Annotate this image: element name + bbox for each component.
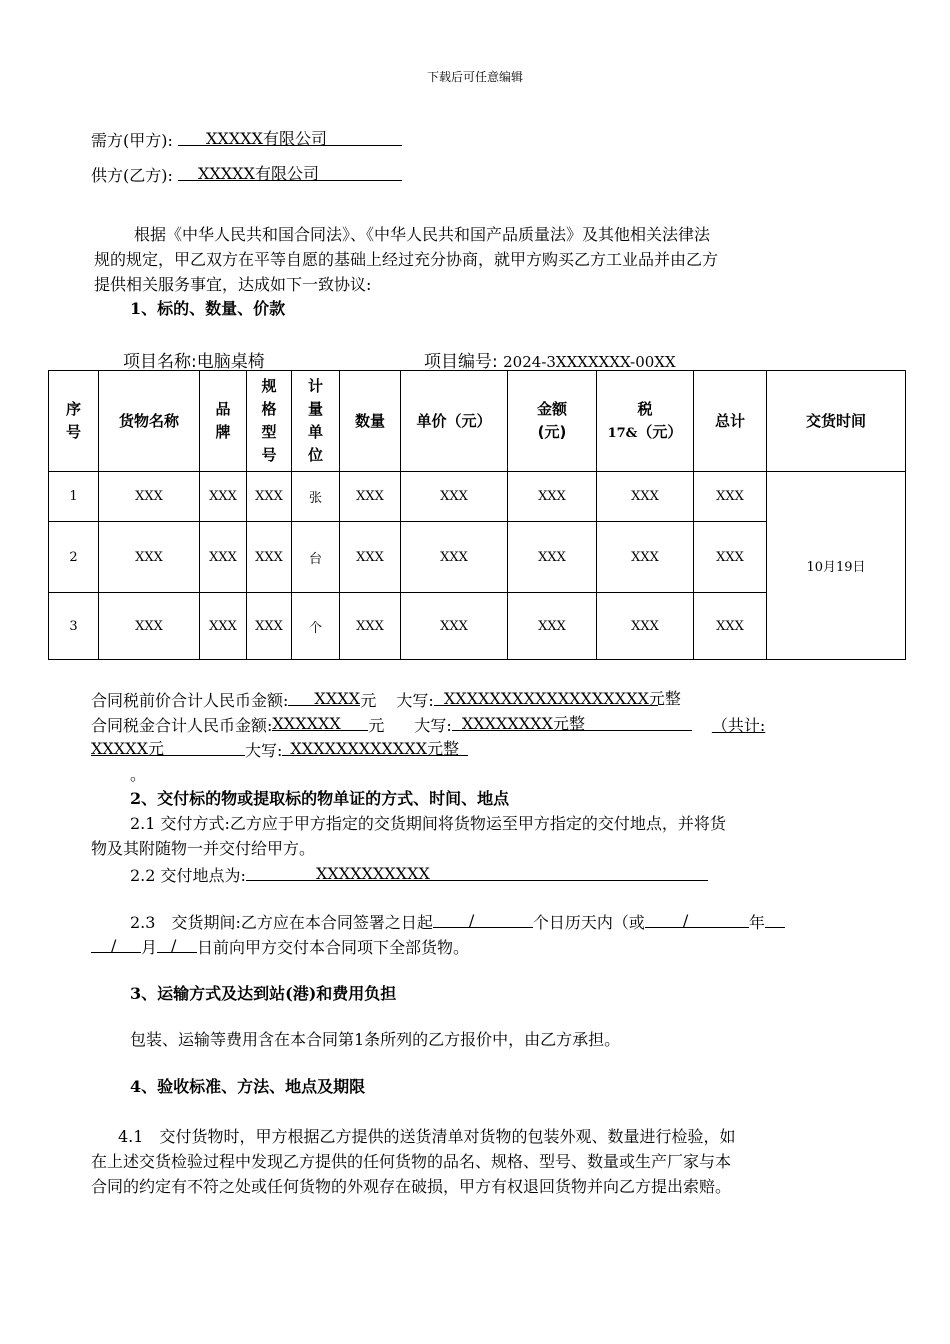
p23-text-e: 日前向甲方交付本合同项下全部货物。 [197,938,470,957]
project-name-label: 项目名称: [123,352,197,372]
header-total: 总计 [694,371,767,472]
intro-line-3: 提供相关服务事宜，达成如下一致协议: [94,275,372,294]
cell-amount: XXX [508,522,597,593]
grand-line [91,738,468,761]
pretax-caps-field[interactable] [434,688,681,708]
buyer-label: 需方(甲方): [91,131,173,150]
p23-month-field[interactable] [91,935,141,953]
p41-line-3: 合同的约定有不符之处或任何货物的外观存在破损，甲方有权退回货物并向乙方提出索赔。 [91,1177,732,1196]
project-name-line [123,347,265,372]
delivery-place-field[interactable] [246,863,708,881]
p41-line-2: 在上述交货检验过程中发现乙方提供的任何货物的品名、规格、型号、数量或生产厂家与本 [91,1152,732,1171]
header-qty: 数量 [340,371,401,472]
seller-line [91,163,402,186]
cell-unit: 台 [292,522,340,593]
cell-unit: 张 [292,472,340,522]
pretax-label: 合同税前价合计人民币金额: [91,691,289,710]
cell-delivery-date: 10月19日 [767,472,906,660]
header-unit: 计 量 单 位 [292,371,340,472]
p22-line [130,863,708,886]
cell-goods: XXX [99,522,200,593]
section-1-title: 1、标的、数量、价款 [130,299,286,318]
delivery-place-value: XXXXXXXXXX [315,864,430,883]
cell-amount: XXX [508,472,597,522]
pretax-field[interactable] [288,688,360,706]
header-spec: 规 格 型 号 [247,371,292,472]
header-delivery: 交货时间 [767,371,906,472]
p22-label: 2.2 交付地点为: [130,866,246,885]
pretax-caps-label: 大写: [396,691,434,710]
withtax-line [91,713,765,736]
cell-amount: XXX [508,593,597,660]
buyer-line [91,128,402,151]
cell-brand: XXX [200,522,247,593]
cell-qty: XXX [340,522,401,593]
cell-goods: XXX [99,472,200,522]
header-amount: 金额 (元) [508,371,597,472]
cell-seq: 1 [49,472,99,522]
project-name-value: 电脑桌椅 [196,352,265,372]
cell-price: XXX [401,472,508,522]
section-3-body: 包装、运输等费用含在本合同第1条所列的乙方报价中，由乙方承担。 [130,1030,621,1049]
withtax-caps-value: XXXXXXXX元整 [461,714,585,733]
section-3-title: 3、运输方式及达到站(港)和费用负担 [130,984,397,1003]
cell-seq: 2 [49,522,99,593]
header-goods: 货物名称 [99,371,200,472]
p21-line-1: 2.1 交付方式:乙方应于甲方指定的交货期间将货物运至甲方指定的交付地点，并将货 [130,814,726,833]
grand-caps-label: 大写: [245,741,283,760]
cell-tax: XXX [597,472,694,522]
withtax-caps-field[interactable] [452,713,692,731]
seller-value: XXXXX有限公司 [197,164,319,183]
table-header-row [49,371,906,472]
cell-brand: XXX [200,593,247,660]
buyer-field[interactable] [178,128,402,146]
p23-slash-2: / [682,911,689,930]
p23-line-1 [130,910,785,933]
p23-text-c: 年 [748,913,765,932]
pretax-caps-value: XXXXXXXXXXXXXXXXXX元整 [443,689,681,708]
cell-spec: XXX [247,593,292,660]
p23-text-a: 2.3 交货期间:乙方应在本合同签署之日起 [130,913,433,932]
totals-period: 。 [130,765,147,784]
intro-line-2: 规的规定，甲乙双方在平等自愿的基础上经过充分协商，就甲方购买乙方工业品并由乙方 [94,250,719,269]
header-note: 下载后可任意编辑 [426,70,523,84]
pretax-unit: 元 [360,691,377,710]
grand-field[interactable] [91,738,245,756]
p23-text-d: 月 [141,938,158,957]
cell-tax: XXX [597,522,694,593]
cell-unit: 个 [292,593,340,660]
header-tax: 税 17&（元） [597,371,694,472]
cell-qty: XXX [340,472,401,522]
grand-caps-value: XXXXXXXXXXXX元整 [290,739,460,758]
pretax-value: XXXX [314,689,360,708]
p23-text-b: 个日历天内（或 [532,913,645,932]
header-price: 单价（元） [401,371,508,472]
withtax-field[interactable] [272,713,368,731]
p23-year-field[interactable] [645,910,749,928]
p21-line-2: 物及其附随物一并交付给甲方。 [91,839,316,858]
cell-goods: XXX [99,593,200,660]
cell-brand: XXX [200,472,247,522]
cell-total: XXX [694,472,767,522]
header-seq: 序 号 [49,371,99,472]
table-row [49,472,906,522]
cell-spec: XXX [247,522,292,593]
project-code-value: 2024-3XXXXXXX-00XX [503,353,676,371]
grand-value: XXXXX元 [91,739,164,758]
project-code-line [424,347,676,372]
p23-slash-1: / [468,911,475,930]
cell-tax: XXX [597,593,694,660]
header-brand: 品 牌 [200,371,247,472]
cell-spec: XXX [247,472,292,522]
cell-total: XXX [694,522,767,593]
p41-line-1: 4.1 交付货物时，甲方根据乙方提供的送货清单对货物的包装外观、数量进行检验，如 [118,1127,736,1146]
project-code-label: 项目编号: [424,352,498,372]
cell-price: XXX [401,593,508,660]
p23-year-tail [765,910,785,928]
grand-caps-field[interactable] [282,738,468,756]
pretax-line [91,688,681,711]
section-4-title: 4、验收标准、方法、地点及期限 [130,1077,366,1096]
buyer-value: XXXXX有限公司 [205,129,327,148]
p23-line-2 [91,935,469,958]
section-2-title: 2、交付标的物或提取标的物单证的方式、时间、地点 [130,789,510,808]
p23-days-field[interactable] [433,910,533,928]
cell-price: XXX [401,522,508,593]
cell-qty: XXX [340,593,401,660]
withtax-caps-label: 大写: [414,716,452,735]
p23-day-field[interactable] [157,935,197,953]
seller-label: 供方(乙方): [91,166,173,185]
p23-slash-3: / [111,936,117,955]
cell-seq: 3 [49,593,99,660]
p23-slash-4: / [171,936,177,955]
cell-total: XXX [694,593,767,660]
intro-line-1: 根据《中华人民共和国合同法》、《中华人民共和国产品质量法》及其他相关法律法 [134,225,711,244]
seller-field[interactable] [178,163,402,181]
withtax-unit: 元 [368,716,385,735]
goods-table [48,370,906,660]
withtax-label: 合同税金合计人民币金额: [91,716,273,735]
withtax-value: XXXXXX [272,714,341,733]
grand-label: （共计: [711,716,766,735]
